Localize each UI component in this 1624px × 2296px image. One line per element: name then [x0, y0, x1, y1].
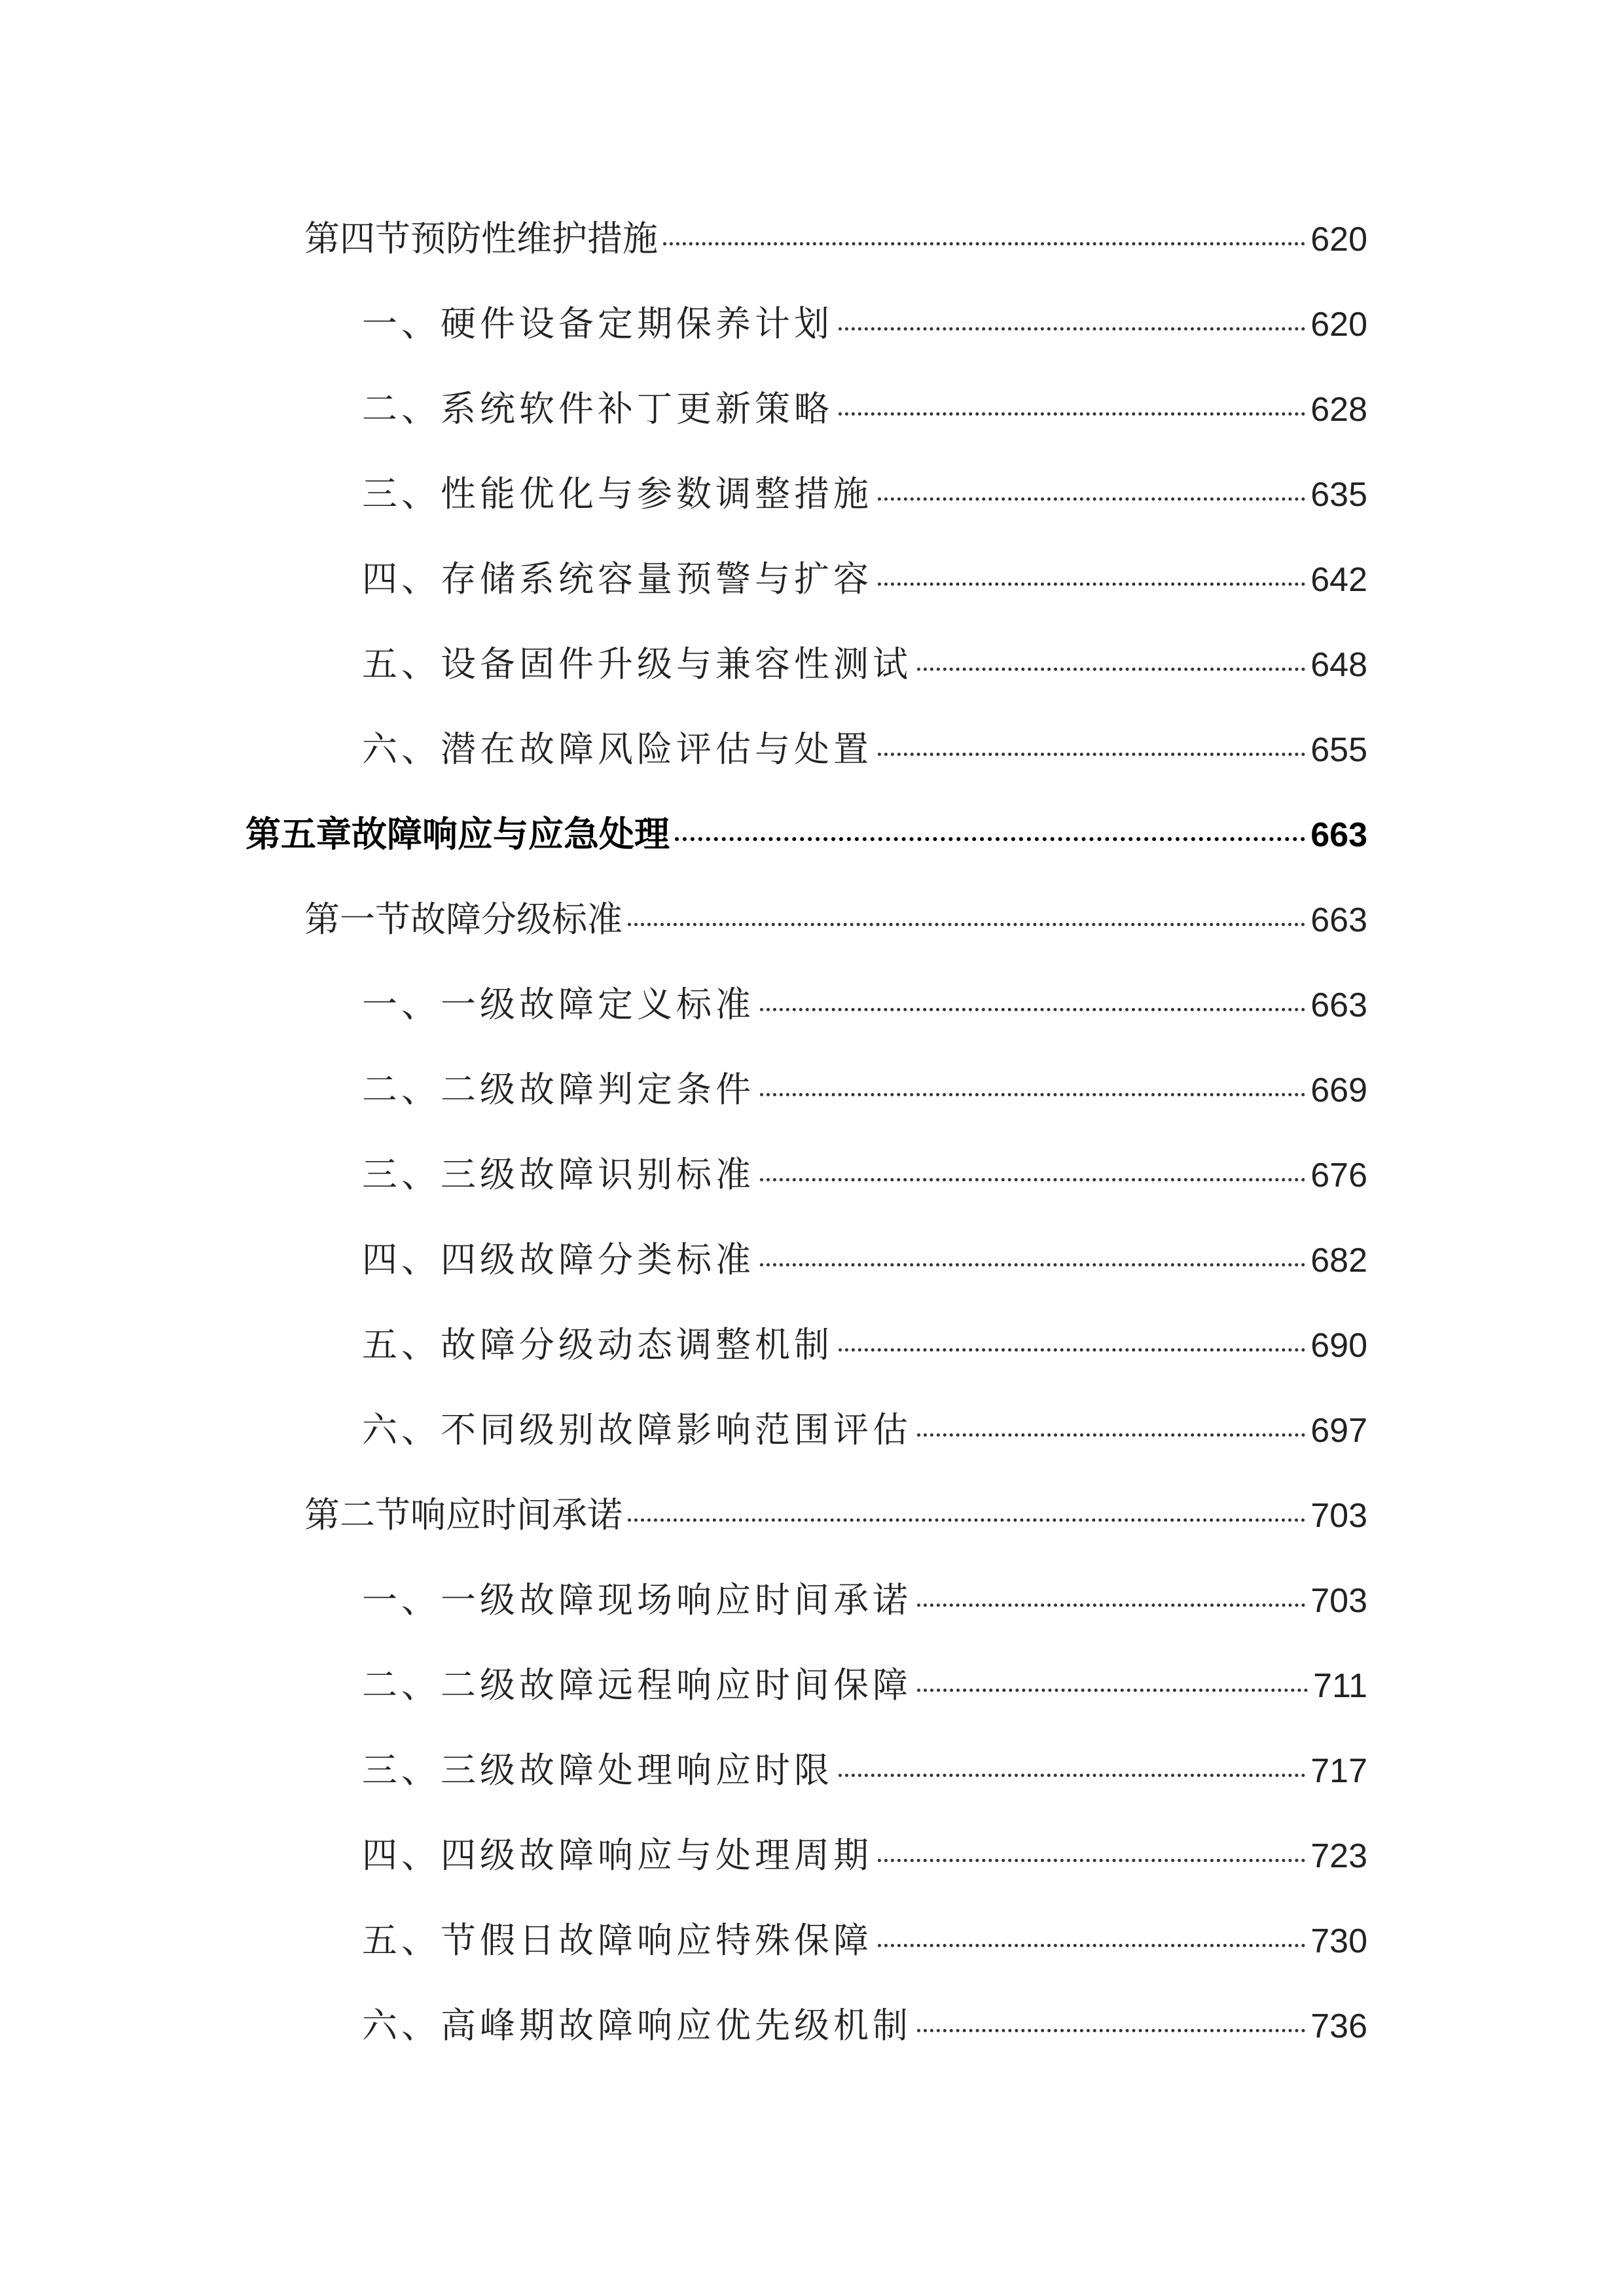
toc-entry-section[interactable]: [304, 209, 1367, 268]
toc-page-number: 736: [1310, 2007, 1367, 2045]
toc-entry-title: 一、一级故障定义标准: [362, 984, 755, 1025]
toc-page-number: 655: [1310, 731, 1367, 769]
dot-leader: [878, 753, 1305, 756]
toc-page-number: 697: [1310, 1412, 1367, 1450]
toc-page-number: 620: [1310, 306, 1367, 344]
toc-entry-item[interactable]: [362, 1571, 1367, 1630]
toc-page-number: 711: [1313, 1667, 1367, 1705]
toc-entry-item[interactable]: [362, 1741, 1367, 1800]
toc-entry-title: 第二节响应时间承诺: [304, 1494, 623, 1535]
dot-leader: [917, 1689, 1308, 1692]
toc-entry-title: 二、二级故障远程响应时间保障: [362, 1664, 912, 1706]
toc-entry-title: 二、二级故障判定条件: [362, 1069, 755, 1110]
toc-page-number: 663: [1310, 816, 1367, 854]
toc-entry-item[interactable]: [362, 550, 1367, 609]
toc-entry-title: 一、硬件设备定期保养计划: [362, 303, 833, 344]
dot-leader: [878, 497, 1305, 501]
toc-entry-title: 四、四级故障响应与处理周期: [362, 1835, 873, 1876]
dot-leader: [878, 1859, 1305, 1862]
dot-leader: [839, 412, 1305, 416]
toc-entry-item[interactable]: [362, 465, 1367, 524]
toc-entry-chapter[interactable]: [245, 805, 1367, 864]
toc-page-number: 676: [1310, 1157, 1367, 1194]
toc-page-number: 663: [1310, 986, 1367, 1024]
toc-page-number: 682: [1310, 1242, 1367, 1280]
dot-leader: [917, 1604, 1305, 1607]
toc-page-number: 703: [1310, 1582, 1367, 1620]
toc-entry-section[interactable]: [304, 890, 1367, 949]
toc-entry-item[interactable]: [362, 1996, 1367, 2055]
toc-entry-item[interactable]: [362, 1826, 1367, 1885]
dot-leader: [917, 1433, 1305, 1437]
dot-leader: [839, 1774, 1305, 1777]
toc-entry-title: 三、三级故障识别标准: [362, 1154, 755, 1195]
dot-leader: [663, 242, 1305, 245]
dot-leader: [917, 2029, 1305, 2032]
toc-entry-title: 三、三级故障处理响应时限: [362, 1749, 833, 1791]
dot-leader: [628, 923, 1305, 926]
toc-entry-item[interactable]: [362, 1230, 1367, 1289]
dot-leader: [839, 1348, 1305, 1352]
toc-entry-title: 五、节假日故障响应特殊保障: [362, 1920, 873, 1961]
toc-entry-title: 第五章故障响应与应急处理: [245, 814, 670, 855]
toc-entry-section[interactable]: [304, 1486, 1367, 1545]
dot-leader: [760, 1093, 1305, 1096]
toc-page-number: 663: [1310, 901, 1367, 939]
toc-page-number: 717: [1310, 1752, 1367, 1790]
toc-page-number: 723: [1310, 1837, 1367, 1875]
toc-page-number: 669: [1310, 1071, 1367, 1109]
dot-leader: [760, 1178, 1305, 1181]
toc-entry-item[interactable]: [362, 1145, 1367, 1204]
toc-entry-title: 五、故障分级动态调整机制: [362, 1324, 833, 1365]
toc-entry-title: 四、存储系统容量预警与扩容: [362, 558, 873, 600]
toc-page-number: 620: [1310, 221, 1367, 259]
dot-leader: [760, 1263, 1305, 1266]
toc-entry-title: 二、系统软件补丁更新策略: [362, 388, 833, 429]
dot-leader: [628, 1518, 1305, 1522]
toc-entry-item[interactable]: [362, 1401, 1367, 1460]
dot-leader: [675, 837, 1305, 841]
toc-page-number: 730: [1310, 1922, 1367, 1960]
dot-leader: [917, 668, 1305, 671]
dot-leader: [760, 1008, 1305, 1011]
toc-entry-item[interactable]: [362, 380, 1367, 439]
toc-entry-title: 三、性能优化与参数调整措施: [362, 473, 873, 514]
dot-leader: [878, 583, 1305, 586]
toc-entry-item[interactable]: [362, 720, 1367, 779]
dot-leader: [878, 1944, 1305, 1947]
toc-entry-item[interactable]: [362, 1911, 1367, 1970]
toc-page-number: 635: [1310, 476, 1367, 514]
toc-entry-title: 六、不同级别故障影响范围评估: [362, 1409, 912, 1450]
toc-entry-title: 第四节预防性维护措施: [304, 218, 658, 259]
toc-entry-item[interactable]: [362, 1656, 1367, 1715]
toc-page-number: 690: [1310, 1327, 1367, 1365]
toc-entry-item[interactable]: [362, 635, 1367, 694]
toc-entry-title: 四、四级故障分类标准: [362, 1239, 755, 1280]
toc-entry-title: 五、设备固件升级与兼容性测试: [362, 643, 912, 685]
toc-page-number: 648: [1310, 646, 1367, 684]
toc-entry-item[interactable]: [362, 1316, 1367, 1374]
toc-entry-item[interactable]: [362, 975, 1367, 1034]
toc-entry-item[interactable]: [362, 295, 1367, 353]
toc-entry-title: 一、一级故障现场响应时间承诺: [362, 1579, 912, 1621]
toc-entry-title: 六、潜在故障风险评估与处置: [362, 728, 873, 770]
toc-entry-item[interactable]: [362, 1060, 1367, 1119]
dot-leader: [839, 327, 1305, 331]
toc-page-number: 628: [1310, 391, 1367, 429]
toc-page-number: 642: [1310, 561, 1367, 599]
toc-entry-title: 第一节故障分级标准: [304, 899, 623, 940]
toc-entry-title: 六、高峰期故障响应优先级机制: [362, 2005, 912, 2046]
toc-page-number: 703: [1310, 1497, 1367, 1535]
